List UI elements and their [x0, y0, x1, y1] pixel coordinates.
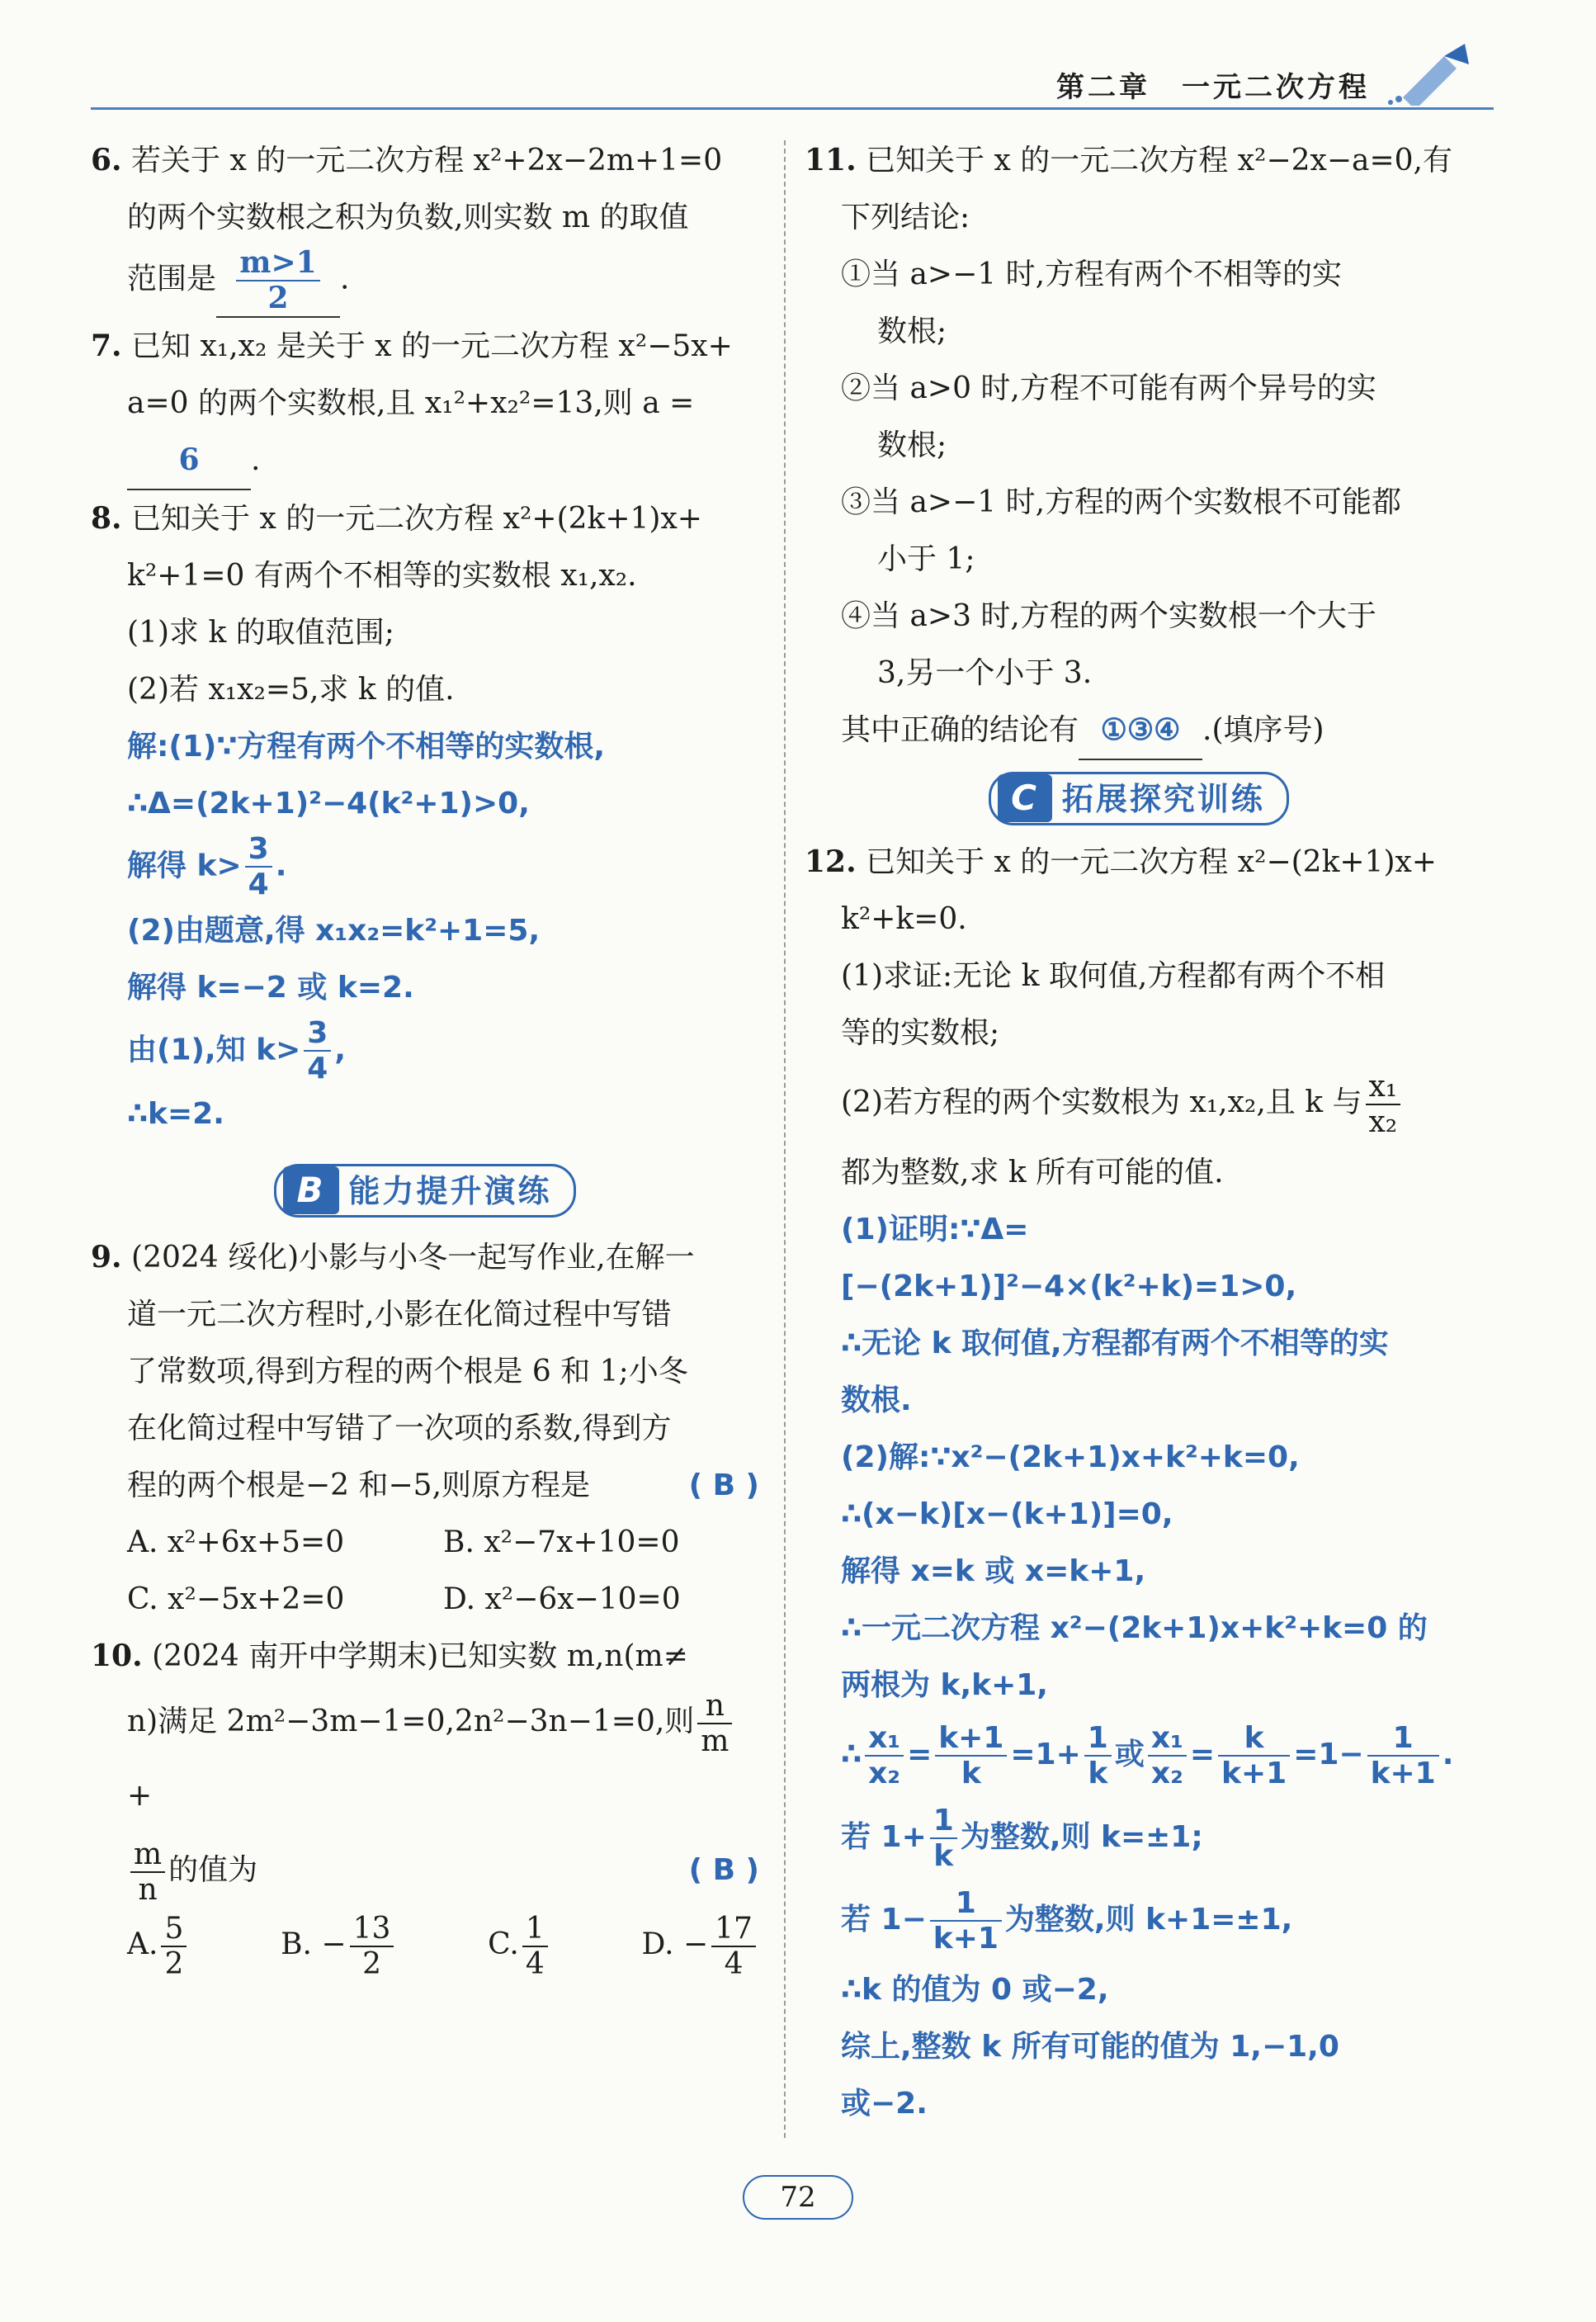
q11-conclusion-4: ④当 a>3 时,方程的两个实数根一个大于 [841, 599, 1376, 633]
q8-sol3-text: 解得 k> [127, 849, 242, 883]
q10-line1: (2024 南开中学期末)已知实数 m,n(m≠ [152, 1639, 688, 1674]
q10-line2-end: + [127, 1779, 153, 1814]
q10-option-b [281, 1908, 397, 1982]
q11-conclusion-1-cont: 数根; [877, 314, 947, 348]
q12-s9-f1-num: x₁ [865, 1721, 904, 1757]
q8-sol6-num: 3 [304, 1016, 331, 1052]
q8-solution-2: ∴Δ=(2k+1)²−4(k²+1)>0, [127, 786, 530, 821]
q12-solution-9 [805, 1714, 1473, 1796]
q6-number: 6. [91, 143, 122, 177]
q8-part2: (2)若 x₁x₂=5,求 k 的值. [127, 672, 455, 707]
q9-answer: ( B ) [688, 1468, 759, 1503]
q12-s9-f4-num: x₁ [1148, 1721, 1187, 1757]
page-number: 72 [743, 2175, 853, 2220]
q10-line3: 的值为 [168, 1853, 258, 1888]
q12-solution-7: ∴一元二次方程 x²−(2k+1)x+k²+k=0 的 [841, 1611, 1428, 1645]
q6-line1: 若关于 x 的一元二次方程 x²+2x−2m+1=0 [131, 144, 723, 177]
section-b-label: 能力提升演练 [348, 1173, 552, 1210]
section-b-header [91, 1164, 759, 1221]
left-column [91, 132, 759, 1982]
q6-answer-num: m>1 [236, 246, 319, 281]
q12-part1: (1)求证:无论 k 取何值,方程都有两个不相 [841, 959, 1386, 993]
section-b-badge [274, 1164, 575, 1218]
q12-s10-end: 为整数,则 k=±1; [960, 1820, 1203, 1854]
q8-sol6-end: , [334, 1032, 347, 1066]
q7-line2: a=0 的两个实数根,且 x₁²+x₂²=13,则 a = [127, 385, 695, 420]
q10-option-b-num: 13 [350, 1912, 394, 1947]
q7-number: 7. [91, 328, 122, 363]
q12-part1-cont: 等的实数根; [841, 1016, 1000, 1050]
q9-option-c: C. x²−5x+2=0 [127, 1582, 345, 1617]
q11-answer: ①③④ [1079, 702, 1202, 760]
q11-conclusion-1: ①当 a>−1 时,方程有两个不相等的实 [841, 258, 1343, 291]
q12-solution-12: ∴k 的值为 0 或−2, [841, 1973, 1109, 2007]
q11-conclusion-2-cont: 数根; [877, 428, 947, 462]
q11-ask-end: .(填序号) [1202, 713, 1324, 747]
q8-line2: k²+1=0 有两个不相等的实数根 x₁,x₂. [127, 558, 637, 593]
q10-number: 10. [91, 1639, 143, 1674]
q9-line5: 程的两个根是−2 和−5,则原方程是 [127, 1468, 591, 1503]
q10-option-a-den: 2 [164, 1947, 184, 1982]
q12-solution-11 [805, 1879, 1473, 1961]
q12-solution-2: ∴无论 k 取何值,方程都有两个不相等的实 [841, 1327, 1389, 1360]
q10-option-a-label: A. [127, 1927, 158, 1962]
q10-options [91, 1908, 759, 1982]
q6-line3: 范围是 [127, 262, 217, 296]
q11-line1: 已知关于 x 的一元二次方程 x²−2x−a=0,有 [866, 144, 1452, 177]
q12-s11-den: k+1 [933, 1922, 999, 1955]
q8-sol6-text: 由(1),知 k> [127, 1032, 301, 1066]
q10-answer: ( B ) [688, 1853, 759, 1888]
q12-s11-num: 1 [930, 1886, 1002, 1922]
q9-line3: 了常数项,得到方程的两个根是 6 和 1;小冬 [127, 1355, 688, 1389]
q12-solution-4: (2)解:∵x²−(2k+1)x+k²+k=0, [841, 1440, 1300, 1474]
q10-option-c-num: 1 [522, 1912, 548, 1947]
q12-s9-f5-num: k [1218, 1721, 1290, 1757]
q8-part1: (1)求 k 的取值范围; [127, 615, 394, 650]
q12-s11-pre: 若 1− [841, 1903, 927, 1937]
section-c-header [805, 772, 1473, 829]
q6-answer [216, 246, 340, 318]
q10-option-b-label: B. − [281, 1927, 347, 1962]
section-b-letter: B [283, 1166, 338, 1214]
q12-s9-f5-den: k+1 [1221, 1757, 1287, 1790]
question-11 [805, 132, 1473, 760]
q12-solution-1: (1)证明:∵Δ=[−(2k+1)]²−4×(k²+k)=1>0, [841, 1213, 1297, 1303]
q6-answer-den: 2 [267, 281, 289, 316]
section-c-label: 拓展探究训练 [1061, 781, 1265, 817]
q12-part2: (2)若方程的两个实数根为 x₁,x₂,且 k 与 [841, 1085, 1362, 1119]
q10-option-c-label: C. [488, 1927, 519, 1962]
q12-s9-or: 或 [1114, 1738, 1145, 1771]
q11-line2: 下列结论: [841, 201, 970, 234]
q9-options [91, 1514, 759, 1628]
q10-option-b-den: 2 [362, 1947, 381, 1982]
q12-s9-f6-den: k+1 [1370, 1757, 1436, 1790]
q12-s10-num: 1 [930, 1804, 957, 1839]
q10-option-d-den: 4 [724, 1947, 744, 1982]
q11-conclusion-2: ②当 a>0 时,方程不可能有两个异号的实 [841, 371, 1376, 405]
q12-solution-14: 或−2. [841, 2087, 928, 2121]
question-8 [91, 490, 759, 1143]
q12-s9-f6-num: 1 [1367, 1721, 1439, 1757]
q12-solution-13: 综上,整数 k 所有可能的值为 1,−1,0 [841, 2030, 1339, 2064]
q9-number: 9. [91, 1240, 122, 1275]
q7-answer: 6 [127, 432, 251, 490]
q12-s10-den: k [933, 1839, 954, 1873]
chapter-title: 第二章 一元二次方程 [1056, 71, 1370, 104]
q9-option-a: A. x²+6x+5=0 [127, 1525, 345, 1560]
q10-option-c-den: 4 [525, 1947, 545, 1982]
q9-option-d: D. x²−6x−10=0 [443, 1582, 681, 1617]
right-column [805, 132, 1473, 2132]
q10-option-d-label: D. − [641, 1927, 709, 1962]
q9-line1: (2024 绥化)小影与小冬一起写作业,在解一 [131, 1241, 695, 1275]
q10-line2: n)满足 2m²−3m−1=0,2n²−3n−1=0,则 [127, 1705, 695, 1739]
q8-solution-1: 解:(1)∵方程有两个不相等的实数根, [127, 729, 606, 764]
q12-s9-f2-num: k+1 [935, 1721, 1007, 1757]
pen-icon [1386, 40, 1485, 106]
q12-part2-frac-num: x₁ [1366, 1070, 1401, 1105]
column-divider [784, 140, 786, 2138]
q7-end: . [251, 442, 261, 477]
section-c-badge [989, 772, 1289, 825]
q10-frac2-den: n [138, 1873, 158, 1908]
q10-option-a-num: 5 [161, 1912, 187, 1947]
q10-option-d [642, 1908, 759, 1982]
q8-sol3-end: . [275, 849, 287, 883]
q10-option-d-num: 17 [711, 1912, 756, 1947]
q12-part2-frac-den: x₂ [1368, 1105, 1398, 1139]
q12-s9-eq4: =1− [1293, 1738, 1364, 1771]
q12-solution-10 [805, 1796, 1473, 1879]
q8-solution-7: ∴k=2. [127, 1097, 224, 1132]
q10-frac2-num: m [130, 1837, 165, 1873]
q12-line1: 已知关于 x 的一元二次方程 x²−(2k+1)x+ [866, 845, 1437, 879]
q12-s11-end: 为整数,则 k+1=±1, [1004, 1903, 1293, 1937]
q8-solution-6 [91, 1016, 759, 1086]
q12-s9-f3-num: 1 [1084, 1721, 1112, 1757]
q10-frac1-num: n [697, 1689, 732, 1724]
q7-line1: 已知 x₁,x₂ 是关于 x 的一元二次方程 x²−5x+ [131, 329, 733, 363]
q6-end: . [340, 262, 350, 296]
q11-ask: 其中正确的结论有 [841, 713, 1079, 747]
q12-solution-5: ∴(x−k)[x−(k+1)]=0, [841, 1497, 1173, 1531]
q12-solution-6: 解得 x=k 或 x=k+1, [841, 1554, 1146, 1588]
q12-s9-eq3: = [1189, 1738, 1216, 1771]
question-12 [805, 834, 1473, 2132]
q12-part2-cont: 都为整数,求 k 所有可能的值. [841, 1156, 1224, 1189]
q9-line2: 道一元二次方程时,小影在化简过程中写错 [127, 1298, 672, 1332]
question-10 [91, 1628, 759, 1982]
q11-conclusion-3-cont: 小于 1; [877, 542, 975, 576]
question-9 [91, 1229, 759, 1628]
q12-s9-f1-den: x₂ [868, 1757, 901, 1790]
q10-option-a [127, 1908, 190, 1982]
question-7 [91, 318, 759, 490]
q8-sol6-den: 4 [307, 1051, 328, 1085]
question-6 [91, 132, 759, 318]
q12-s10-pre: 若 1+ [841, 1820, 927, 1854]
q8-line1: 已知关于 x 的一元二次方程 x²+(2k+1)x+ [131, 501, 702, 536]
q12-s9-eq2: =1+ [1010, 1738, 1081, 1771]
header-rule [91, 107, 1494, 110]
q12-solution-8: 两根为 k,k+1, [841, 1668, 1048, 1702]
section-c-letter: C [998, 774, 1052, 822]
q12-s9-f2-den: k [961, 1757, 981, 1790]
q8-sol3-num: 3 [245, 832, 272, 868]
q12-s9-f3-den: k [1088, 1757, 1108, 1790]
q12-s9-f4-den: x₂ [1150, 1757, 1183, 1790]
q8-solution-3 [91, 832, 759, 902]
q9-option-b: B. x²−7x+10=0 [443, 1525, 680, 1560]
q12-s9-eq1: = [907, 1738, 933, 1771]
q11-number: 11. [805, 143, 857, 177]
q10-frac1-den: m [701, 1724, 730, 1759]
q11-conclusion-4-cont: 3,另一个小于 3. [877, 656, 1093, 690]
q6-line2: 的两个实数根之积为负数,则实数 m 的取值 [127, 201, 689, 234]
q10-option-c [488, 1908, 551, 1982]
q8-solution-5: 解得 k=−2 或 k=2. [127, 970, 414, 1005]
q8-sol3-den: 4 [248, 868, 269, 902]
q12-number: 12. [805, 844, 857, 879]
q12-s9-end: . [1442, 1738, 1454, 1771]
q12-line2: k²+k=0. [841, 902, 967, 936]
q12-s9-therefore: ∴ [841, 1738, 862, 1771]
q11-conclusion-3: ③当 a>−1 时,方程的两个实数根不可能都 [841, 485, 1402, 519]
q8-number: 8. [91, 500, 122, 536]
q12-solution-3: 数根. [841, 1383, 912, 1417]
q8-solution-4: (2)由题意,得 x₁x₂=k²+1=5, [127, 913, 541, 948]
page-header [91, 64, 1494, 114]
q9-line4: 在化简过程中写错了一次项的系数,得到方 [127, 1412, 672, 1446]
